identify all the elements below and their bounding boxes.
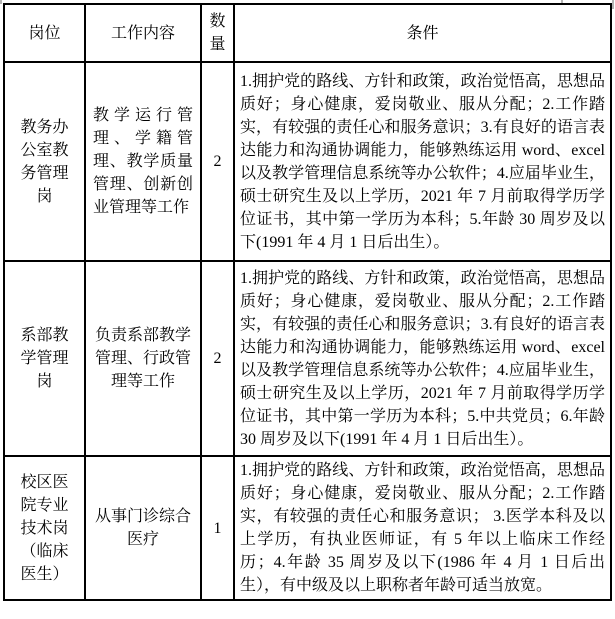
count-cell: 1 — [201, 456, 234, 600]
position-cell: 系部教学管理岗 — [4, 261, 85, 456]
conditions-cell: 1.拥护党的路线、方针和政策，政治觉悟高，思想品质好；身心健康，爱岗敬业、服从分配；2.工作踏实，有较强的责任心和服务意识；3.有良好的语言表达能力和沟通协调能力，能够熟练运用 word、excel 以及教学管理信息系统等办公软件；4.应届毕业生，硕士研究生及以上学历，2021 年 7 月前取得学历学位证书，其中第一学历为本科；5.中共党员；6.年龄 30 周岁及以下(1991 年 4 月 1 日后出生）。 — [234, 261, 611, 456]
position-cell: 校区医院专业技术岗（临床医生） — [4, 456, 85, 600]
page-edge-artifact-right — [612, 0, 614, 9]
page-edge-artifact-left — [0, 0, 2, 4]
header-cell-count: 数量 — [201, 4, 234, 62]
conditions-cell: 1.拥护党的路线、方针和政策，政治觉悟高，思想品质好；身心健康，爱岗敬业、服从分配；2.工作踏实，有较强的责任心和服务意识； 3.医学本科及以上学历，有执业医师证，有 5 年以上临床工作经历；4.年龄 35 周岁及以下(1986 年 4 月 1 日后出生），有中级及以上职称者年龄可适当放宽。 — [234, 456, 611, 600]
recruitment-table — [3, 3, 612, 601]
duties-cell: 教学运行管理、学籍管理、教学质量管理、创新创业管理等工作 — [85, 62, 201, 261]
table-row — [4, 261, 611, 456]
header-row — [4, 4, 611, 62]
header-cell-duties: 工作内容 — [85, 4, 201, 62]
duties-cell: 从事门诊综合医疗 — [85, 456, 201, 600]
header-cell-position: 岗位 — [4, 4, 85, 62]
count-cell: 2 — [201, 62, 234, 261]
count-cell: 2 — [201, 261, 234, 456]
position-cell: 教务办公室教务管理岗 — [4, 62, 85, 261]
table-row — [4, 456, 611, 600]
conditions-cell: 1.拥护党的路线、方针和政策，政治觉悟高，思想品质好；身心健康，爱岗敬业、服从分配；2.工作踏实，有较强的责任心和服务意识；3.有良好的语言表达能力和沟通协调能力，能够熟练运用 word、excel 以及教学管理信息系统等办公软件；4.应届毕业生，硕士研究生及以上学历，2021 年 7 月前取得学历学位证书，其中第一学历为本科；5.年龄 30 周岁及以下(1991 年 4 月 1 日后出生）。 — [234, 62, 611, 261]
header-cell-conditions: 条件 — [234, 4, 611, 62]
table-row — [4, 62, 611, 261]
duties-cell: 负责系部教学管理、行政管理等工作 — [85, 261, 201, 456]
